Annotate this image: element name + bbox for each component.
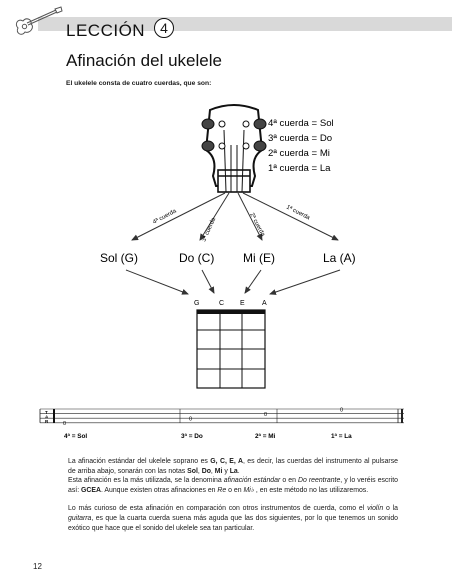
text-run: o en	[280, 477, 298, 485]
tab-string-label: 4ª = Sol	[64, 433, 88, 440]
text-run: La afinación estándar del ukelele soprano es	[68, 458, 211, 465]
text-run: , y lo veréis escrito así:	[68, 477, 398, 494]
fretboard-grid	[197, 310, 265, 388]
tab-fret-number: 0	[340, 407, 344, 414]
fretboard-letter: E	[240, 300, 245, 307]
text-run-italic: violín	[367, 505, 384, 513]
string-list-item: 3ª cuerda = Do	[268, 133, 333, 144]
text-run-italic: Do reentrante	[298, 477, 341, 485]
fretboard-letter: C	[219, 300, 225, 307]
text-run: ,	[210, 467, 215, 475]
text-run-italic: Mi♭	[243, 486, 255, 494]
fretboard-letter: G	[194, 300, 200, 307]
text-run-bold: Mi	[214, 467, 223, 475]
text-run: Esta afinación es la más utilizada, se la denomina	[68, 477, 224, 485]
text-run-italic: guitarra	[68, 514, 92, 522]
text-run: , es que la cuarta cuerda suena más aguda que las dos siguientes, por lo que tenemos un sonido exótico que hace que el sonido del ukelele sea tan particular.	[68, 514, 398, 532]
tab-clef-letter: A	[45, 414, 49, 420]
note-label: Mi (E)	[243, 251, 275, 265]
tab-staff	[40, 409, 404, 423]
tab-clef-letter: T	[45, 410, 48, 415]
section-title: Afinación del ukelele	[66, 51, 222, 70]
tab-clef-letter: B	[45, 419, 49, 424]
text-run: o la	[383, 505, 398, 513]
string-list-item: 2ª cuerda = Mi	[268, 148, 330, 159]
text-run: , es decir, las cuerdas del instrumento al pulsarse de arriba abajo, sonarán con las notas	[68, 458, 398, 475]
text-run: ,	[197, 467, 202, 475]
string-list-item: 4ª cuerda = Sol	[268, 118, 334, 129]
fretboard-letter: A	[262, 300, 267, 307]
text-run: Lo más curioso de esta afinación en comparación con otros instrumentos de cuerda, como el	[68, 505, 368, 513]
body-text	[68, 457, 398, 542]
paragraph	[68, 504, 398, 533]
text-run-bold: Do	[201, 467, 211, 475]
arrow-label: 4ª cuerda	[152, 208, 178, 226]
note-label: La (A)	[323, 251, 356, 265]
arrow-label: 2ª cuerda	[248, 212, 266, 238]
text-run-bold: G, C, E, A	[210, 458, 243, 465]
string-list-item: 1ª cuerda = La	[268, 163, 331, 174]
text-run-bold: Sol	[187, 467, 198, 475]
text-run-italic: afinación estándar	[223, 477, 281, 485]
page-number: 12	[33, 562, 42, 571]
tab-string-label: 1ª = La	[331, 433, 352, 440]
text-run: . Aunque existen otras afinaciones en	[100, 486, 218, 494]
tab-string-label: 3ª = Do	[181, 433, 203, 440]
text-run: o en	[226, 486, 244, 494]
tab-string-label: 2ª = Mi	[255, 433, 276, 440]
intro-text: El ukelele consta de cuatro cuerdas, que son:	[66, 80, 212, 87]
tab-fret-number: 0	[63, 421, 67, 427]
lesson-number-badge: 4	[154, 18, 174, 38]
text-run-bold: La	[229, 467, 238, 475]
text-run: , en este método no las utilizaremos.	[254, 486, 369, 494]
arrow-label: 1ª cuerda	[285, 204, 311, 222]
tab-fret-number: 0	[264, 412, 268, 418]
paragraph	[68, 457, 398, 495]
note-label: Sol (G)	[100, 251, 139, 265]
note-label: Do (C)	[179, 251, 215, 265]
text-run-italic: Re	[217, 486, 227, 494]
arrow-label: 3ª cuerda	[201, 217, 218, 243]
fretboard-arrows	[126, 270, 340, 294]
lesson-title: LECCIÓN	[66, 21, 146, 40]
headstock	[206, 105, 262, 192]
tab-fret-number: 0	[189, 416, 193, 423]
text-run: y	[222, 467, 230, 475]
text-run: .	[237, 467, 240, 475]
text-run-bold: GCEA	[81, 486, 101, 494]
